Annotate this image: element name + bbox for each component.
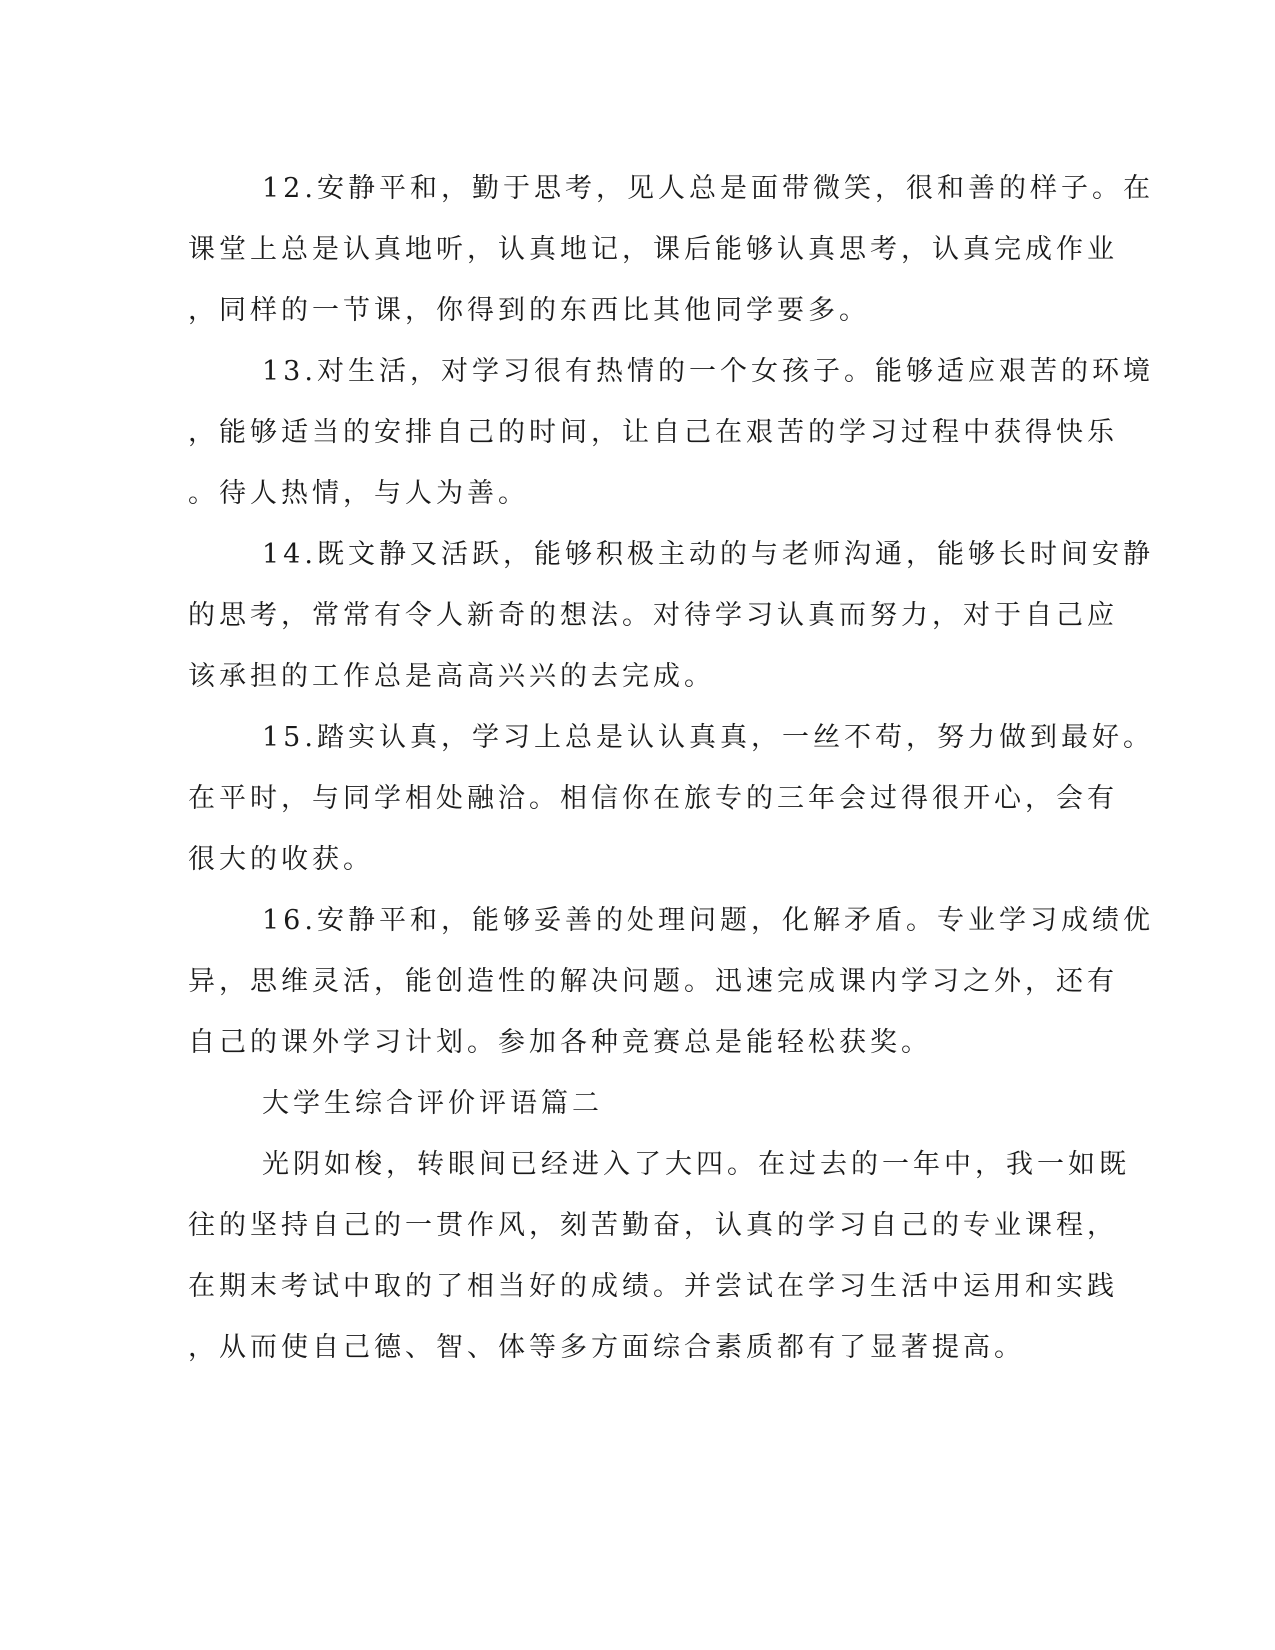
paragraph-14-line-2: 的思考，常常有令人新奇的想法。对待学习认真而努力，对于自己应 [188, 600, 1118, 631]
paragraph-16-line-2: 异，思维灵活，能创造性的解决问题。迅速完成课内学习之外，还有 [188, 966, 1118, 997]
paragraph-13-line-3: 。待人热情，与人为善。 [188, 478, 529, 509]
paragraph-summary-line-4: ，从而使自己德、智、体等多方面综合素质都有了显著提高。 [188, 1332, 1025, 1363]
paragraph-12-line-2: 课堂上总是认真地听，认真地记，课后能够认真思考，认真完成作业 [188, 234, 1118, 265]
paragraph-15-line-1: 15.踏实认真，学习上总是认认真真，一丝不苟，努力做到最好。 [262, 722, 1154, 753]
paragraph-13-line-1: 13.对生活，对学习很有热情的一个女孩子。能够适应艰苦的环境 [262, 356, 1154, 387]
paragraph-summary-line-1: 光阴如梭，转眼间已经进入了大四。在过去的一年中，我一如既 [262, 1149, 1130, 1180]
paragraph-15-line-2: 在平时，与同学相处融洽。相信你在旅专的三年会过得很开心，会有 [188, 783, 1118, 814]
paragraph-12-line-3: ，同样的一节课，你得到的东西比其他同学要多。 [188, 295, 870, 326]
paragraph-12-line-1: 12.安静平和，勤于思考，见人总是面带微笑，很和善的样子。在 [262, 173, 1154, 204]
section-heading: 大学生综合评价评语篇二 [262, 1088, 603, 1119]
paragraph-summary-line-3: 在期末考试中取的了相当好的成绩。并尝试在学习生活中运用和实践 [188, 1271, 1118, 1302]
paragraph-13-line-2: ，能够适当的安排自己的时间，让自己在艰苦的学习过程中获得快乐 [188, 417, 1118, 448]
paragraph-14-line-3: 该承担的工作总是高高兴兴的去完成。 [188, 661, 715, 692]
paragraph-16-line-1: 16.安静平和，能够妥善的处理问题，化解矛盾。专业学习成绩优 [262, 905, 1154, 936]
paragraph-16-line-3: 自己的课外学习计划。参加各种竞赛总是能轻松获奖。 [188, 1027, 932, 1058]
paragraph-14-line-1: 14.既文静又活跃，能够积极主动的与老师沟通，能够长时间安静 [262, 539, 1154, 570]
paragraph-summary-line-2: 往的坚持自己的一贯作风，刻苦勤奋，认真的学习自己的专业课程， [188, 1210, 1118, 1241]
paragraph-15-line-3: 很大的收获。 [188, 844, 374, 875]
document-body [188, 158, 1154, 1378]
